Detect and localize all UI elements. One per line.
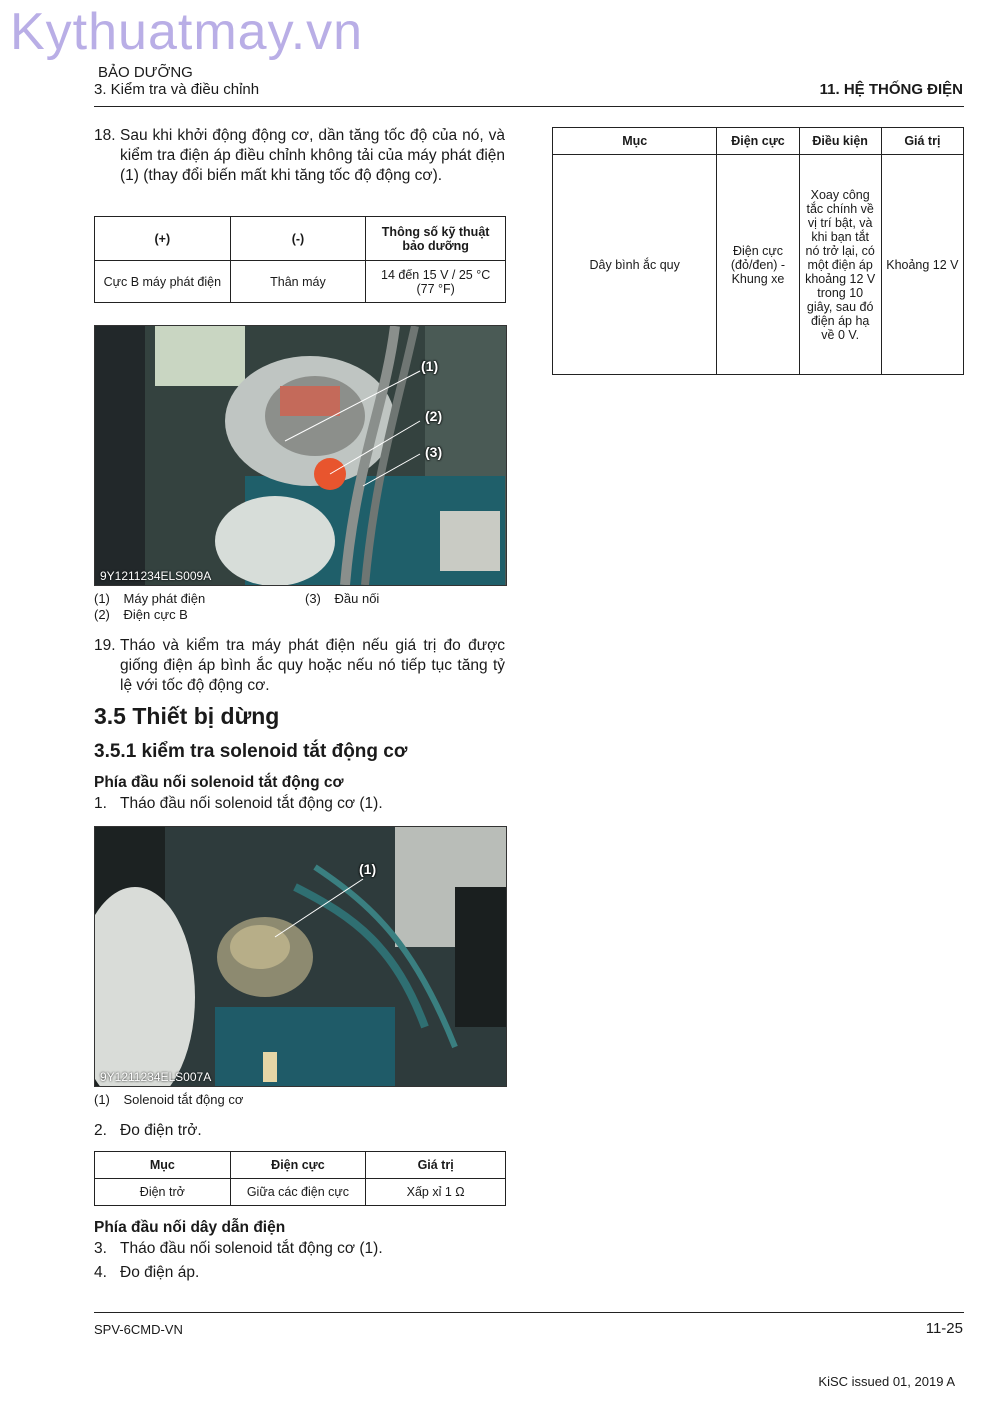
step-number: 18. xyxy=(94,127,116,144)
step-18 xyxy=(94,126,505,186)
resistance-table xyxy=(94,1151,506,1206)
step-19 xyxy=(94,636,505,696)
caption-item xyxy=(94,607,188,622)
charging-voltage-table xyxy=(94,216,506,303)
step-number: 19. xyxy=(94,637,116,654)
issue-note: KiSC issued 01, 2019 A xyxy=(818,1374,955,1389)
caption-item xyxy=(94,1092,243,1107)
footer-rule xyxy=(94,1312,964,1313)
table-header: Điện cực xyxy=(717,128,799,155)
caption-item xyxy=(305,591,379,606)
caption-number: (3) xyxy=(305,591,321,606)
step-text: Tháo đầu nối solenoid tắt động cơ (1). xyxy=(120,795,383,812)
header-subsection: 3. Kiểm tra và điều chỉnh xyxy=(94,81,260,98)
step-number: 1. xyxy=(94,795,107,812)
caption-text: Điện cực B xyxy=(123,607,188,622)
header-rule xyxy=(94,106,964,107)
callout-label: (1) xyxy=(421,358,439,374)
step-text: Sau khi khởi động động cơ, dần tăng tốc độ của nó, và kiểm tra điện áp điều chỉnh không tải của máy phát điện (1) (thay đổi biến mất khi tăng tốc độ động cơ). xyxy=(120,127,505,184)
table-header: Giá trị xyxy=(366,1152,506,1179)
table-header: Điều kiện xyxy=(799,128,881,155)
table-cell: Cực B máy phát điện xyxy=(95,261,231,303)
step-number: 2. xyxy=(94,1122,107,1139)
section-heading: 3.5 Thiết bị dừng xyxy=(94,703,280,729)
page-number: 11-25 xyxy=(925,1320,963,1337)
table-header: Mục xyxy=(95,1152,231,1179)
watermark: Kythuatmay.vn xyxy=(10,3,364,61)
callout-label: (2) xyxy=(425,408,443,424)
caption-text: Đầu nối xyxy=(334,591,380,606)
alternator-photo xyxy=(94,325,507,586)
step-4 xyxy=(94,1263,199,1283)
table-header: Thông số kỹ thuật bảo dưỡng xyxy=(366,217,506,261)
step-number: 3. xyxy=(94,1240,107,1257)
table-cell: 14 đến 15 V / 25 °C (77 °F) xyxy=(366,261,506,303)
callout-label: (3) xyxy=(425,444,443,460)
step-text: Tháo đầu nối solenoid tắt động cơ (1). xyxy=(120,1240,383,1257)
step-text: Đo điện trở. xyxy=(120,1122,202,1139)
step-text: Đo điện áp. xyxy=(120,1264,200,1281)
table-cell: Dây bình ắc quy xyxy=(553,155,717,375)
header-section: BẢO DƯỠNG xyxy=(98,64,193,81)
photo-code: 9Y1211234ELS007A xyxy=(100,1070,212,1084)
battery-line-voltage-table xyxy=(552,127,964,375)
doc-code: SPV-6CMD-VN xyxy=(94,1322,183,1337)
table-cell: Điện trở xyxy=(95,1179,231,1206)
step-2 xyxy=(94,1121,202,1141)
table-header: (+) xyxy=(95,217,231,261)
table-cell: Xấp xỉ 1 Ω xyxy=(366,1179,506,1206)
table-header: (-) xyxy=(230,217,366,261)
callout-label: (1) xyxy=(359,861,377,877)
table-header: Giá trị xyxy=(881,128,963,155)
table-cell: Khoảng 12 V xyxy=(881,155,963,375)
caption-text: Solenoid tắt động cơ xyxy=(123,1092,244,1107)
table-cell: Thân máy xyxy=(230,261,366,303)
caption-number: (1) xyxy=(94,1092,110,1107)
table-cell: Điện cực (đỏ/đen) - Khung xe xyxy=(717,155,799,375)
step-number: 4. xyxy=(94,1264,107,1281)
sub-heading-connector: Phía đầu nối solenoid tắt động cơ xyxy=(94,774,344,791)
table-header: Điện cực xyxy=(230,1152,366,1179)
step-1 xyxy=(94,794,383,814)
caption-number: (1) xyxy=(94,591,110,606)
header-chapter: 11. HỆ THỐNG ĐIỆN xyxy=(819,81,963,98)
step-text: Tháo và kiểm tra máy phát điện nếu giá trị đo được giống điện áp bình ắc quy hoặc nếu nó tiếp tục tăng tỷ lệ với tốc độ động cơ. xyxy=(120,637,505,694)
photo-code: 9Y1211234ELS009A xyxy=(100,569,212,583)
subsection-heading: 3.5.1 kiểm tra solenoid tắt động cơ xyxy=(94,741,408,762)
step-3 xyxy=(94,1239,383,1259)
table-cell: Xoay công tắc chính về vị trí bật, và khi bạn tắt nó trở lại, có một điện áp khoảng 12 V trong 10 giây, sau đó điện áp hạ về 0 V. xyxy=(799,155,881,375)
caption-item xyxy=(94,591,205,606)
caption-number: (2) xyxy=(94,607,110,622)
stop-solenoid-photo xyxy=(94,826,507,1087)
caption-text: Máy phát điện xyxy=(123,591,206,606)
sub-heading-harness: Phía đầu nối dây dẫn điện xyxy=(94,1219,286,1236)
table-header: Mục xyxy=(553,128,717,155)
table-cell: Giữa các điện cực xyxy=(230,1179,366,1206)
